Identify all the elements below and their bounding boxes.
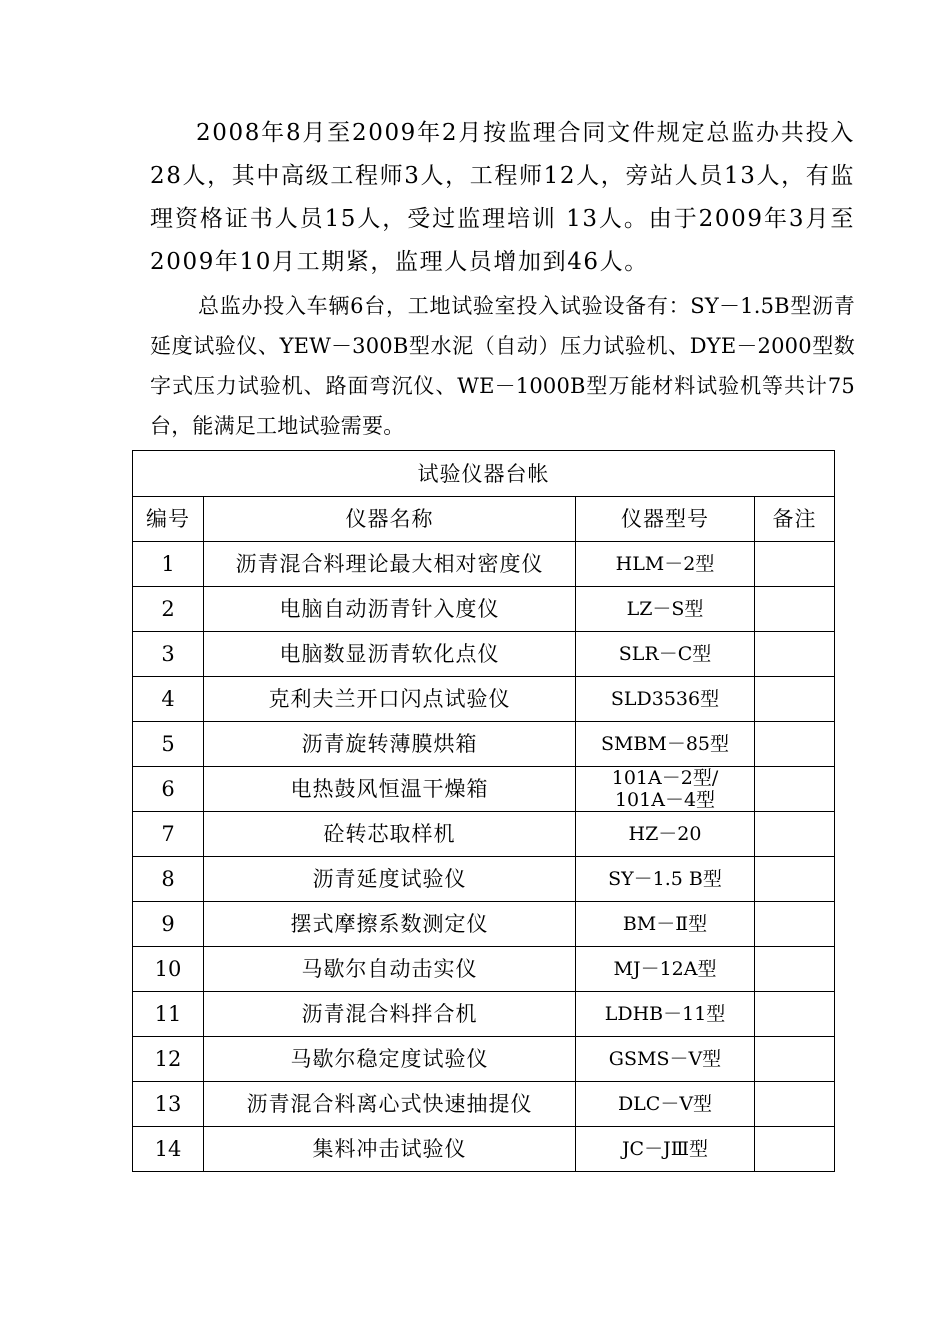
table-row: [133, 947, 835, 992]
row-instrument-name: 摆式摩擦系数测定仪: [204, 902, 576, 947]
row-number: 13: [133, 1082, 204, 1127]
row-instrument-model: SLR－C型: [576, 632, 755, 677]
table-row: [133, 1037, 835, 1082]
staffing-paragraph: 2008年8月至2009年2月按监理合同文件规定总监办共投入28人，其中高级工程师3人，工程师12人，旁站人员13人，有监理资格证书人员15人，受过监理培训 13人。由于2009年3月至2009年10月工期紧，监理人员增加到46人。: [150, 120, 855, 275]
row-remark: [755, 632, 835, 677]
row-number: 10: [133, 947, 204, 992]
row-number: 9: [133, 902, 204, 947]
row-remark: [755, 542, 835, 587]
row-instrument-model: LDHB－11型: [576, 992, 755, 1037]
table-row: [133, 587, 835, 632]
header-instrument-model: 仪器型号: [576, 497, 755, 542]
row-remark: [755, 767, 835, 812]
table-row: [133, 677, 835, 722]
table-header-row: [133, 497, 835, 542]
row-instrument-name: 沥青混合料拌合机: [204, 992, 576, 1037]
equipment-paragraph: 总监办投入车辆6台，工地试验室投入试验设备有：SY－1.5B型沥青延度试验仪、YEW－300B型水泥（自动）压力试验机、DYE－2000型数字式压力试验机、路面弯沉仪、WE－1000B型万能材料试验机等共计75台，能满足工地试验需要。: [150, 294, 855, 438]
table-row: [133, 992, 835, 1037]
row-remark: [755, 1082, 835, 1127]
row-instrument-model-line2: 101A－4型: [614, 789, 716, 811]
row-instrument-name: 集料冲击试验仪: [204, 1127, 576, 1172]
row-instrument-name: 克利夫兰开口闪点试验仪: [204, 677, 576, 722]
row-instrument-model: HZ－20: [576, 812, 755, 857]
row-remark: [755, 722, 835, 767]
table-row: [133, 1082, 835, 1127]
row-instrument-name: 沥青混合料理论最大相对密度仪: [204, 542, 576, 587]
row-number: 12: [133, 1037, 204, 1082]
row-instrument-model-line1: 101A－2型/: [611, 767, 719, 789]
row-remark: [755, 1127, 835, 1172]
row-instrument-name: 沥青混合料离心式快速抽提仪: [204, 1082, 576, 1127]
row-instrument-name: 砼转芯取样机: [204, 812, 576, 857]
instrument-ledger-table: [132, 450, 835, 1172]
row-remark: [755, 1037, 835, 1082]
row-instrument-model: LZ－S型: [576, 587, 755, 632]
row-instrument-name: 电脑自动沥青针入度仪: [204, 587, 576, 632]
row-instrument-model: SLD3536型: [576, 677, 755, 722]
row-instrument-model: DLC－V型: [576, 1082, 755, 1127]
table-title-row: [133, 451, 835, 497]
row-instrument-model: [576, 767, 755, 812]
row-remark: [755, 992, 835, 1037]
row-remark: [755, 857, 835, 902]
row-instrument-model: JC－JⅢ型: [576, 1127, 755, 1172]
row-instrument-model: MJ－12A型: [576, 947, 755, 992]
row-number: 7: [133, 812, 204, 857]
row-instrument-model: GSMS－V型: [576, 1037, 755, 1082]
table-row: [133, 812, 835, 857]
row-instrument-model: BM－Ⅱ型: [576, 902, 755, 947]
header-remark: 备注: [755, 497, 835, 542]
row-number: 6: [133, 767, 204, 812]
row-instrument-name: 电脑数显沥青软化点仪: [204, 632, 576, 677]
header-instrument-name: 仪器名称: [204, 497, 576, 542]
table-row: [133, 722, 835, 767]
header-number: 编号: [133, 497, 204, 542]
row-remark: [755, 947, 835, 992]
table-row: [133, 632, 835, 677]
row-number: 3: [133, 632, 204, 677]
row-remark: [755, 812, 835, 857]
row-instrument-model: HLM－2型: [576, 542, 755, 587]
row-number: 11: [133, 992, 204, 1037]
row-instrument-name: 马歇尔自动击实仪: [204, 947, 576, 992]
table-title: 试验仪器台帐: [133, 451, 835, 497]
row-instrument-name: 沥青旋转薄膜烘箱: [204, 722, 576, 767]
row-number: 5: [133, 722, 204, 767]
row-instrument-name: 电热鼓风恒温干燥箱: [204, 767, 576, 812]
table-row: [133, 1127, 835, 1172]
row-number: 2: [133, 587, 204, 632]
table-row: [133, 767, 835, 812]
row-number: 8: [133, 857, 204, 902]
table-row: [133, 857, 835, 902]
row-remark: [755, 902, 835, 947]
row-number: 4: [133, 677, 204, 722]
row-number: 14: [133, 1127, 204, 1172]
row-number: 1: [133, 542, 204, 587]
row-remark: [755, 587, 835, 632]
row-instrument-name: 沥青延度试验仪: [204, 857, 576, 902]
table-row: [133, 902, 835, 947]
table-row: [133, 542, 835, 587]
row-instrument-model: SMBM－85型: [576, 722, 755, 767]
row-instrument-model: SY－1.5 B型: [576, 857, 755, 902]
row-remark: [755, 677, 835, 722]
row-instrument-name: 马歇尔稳定度试验仪: [204, 1037, 576, 1082]
